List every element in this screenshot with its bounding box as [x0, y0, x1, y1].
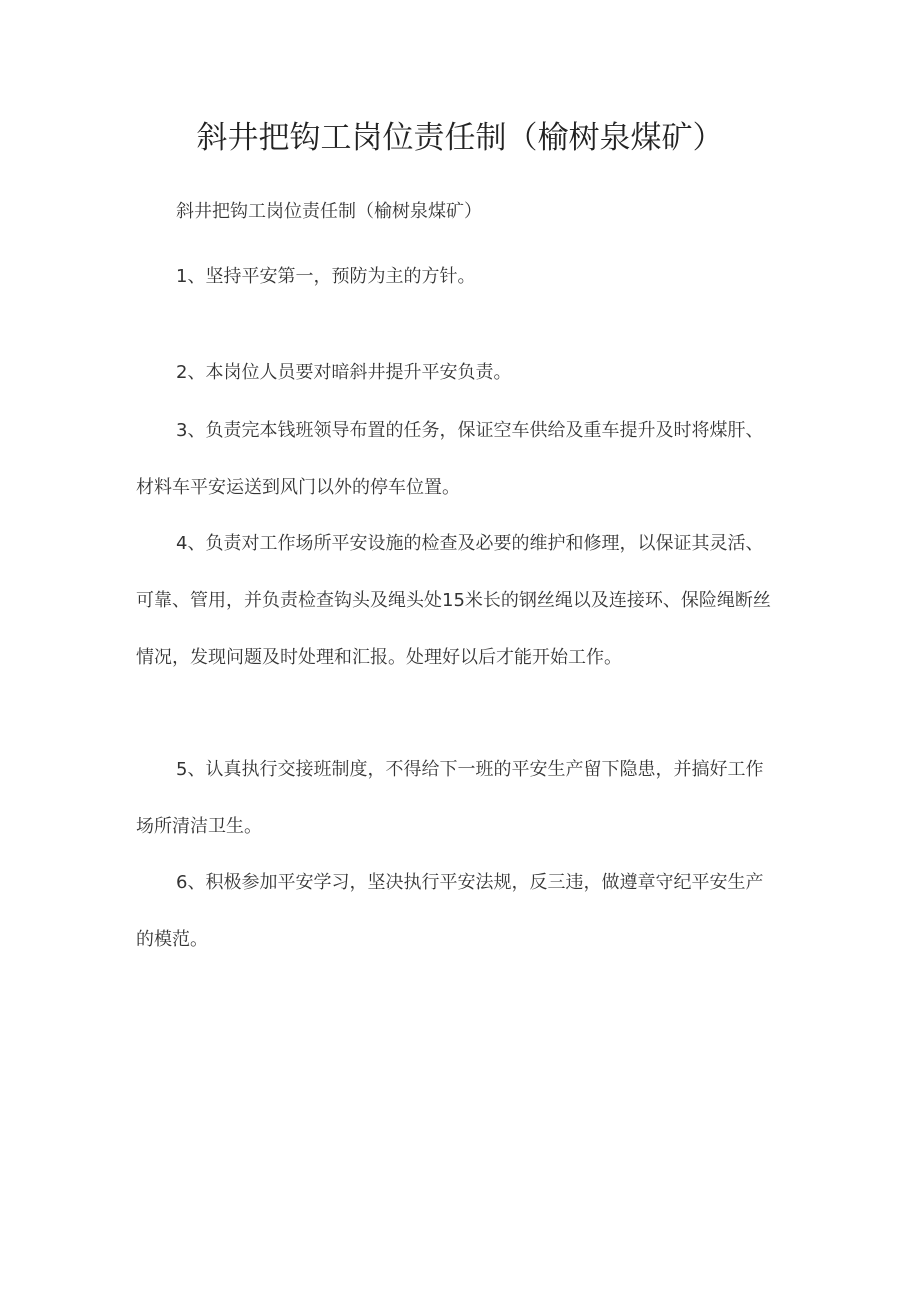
paragraph-3: 3、负责完本钱班领导布置的任务，保证空车供给及重车提升及时将煤肝、材料车平安运送到风门以外的停车位置。 — [136, 420, 764, 498]
paragraph-1: 1、坚持平安第一，预防为主的方针。 — [176, 266, 476, 287]
paragraph-5: 5、认真执行交接班制度，不得给下一班的平安生产留下隐患，并搞好工作场所清洁卫生。 — [136, 759, 764, 837]
paragraph-6: 6、积极参加平安学习，坚决执行平安法规，反三违，做遵章守纪平安生产的模范。 — [136, 872, 764, 950]
paragraph-4: 4、负责对工作场所平安设施的检查及必要的维护和修理，以保证其灵活、可靠、管用，并负责检查钩头及绳头处15米长的钢丝绳以及连接环、保险绳断丝情况，发现问题及时处理和汇报。处理好以后才能开始工作。 — [136, 533, 771, 668]
paragraph-2: 2、本岗位人员要对暗斜井提升平安负责。 — [176, 362, 512, 383]
document-title: 斜井把钩工岗位责任制（榆树泉煤矿） — [196, 120, 724, 156]
document-subtitle: 斜井把钩工岗位责任制（榆树泉煤矿） — [176, 201, 482, 222]
